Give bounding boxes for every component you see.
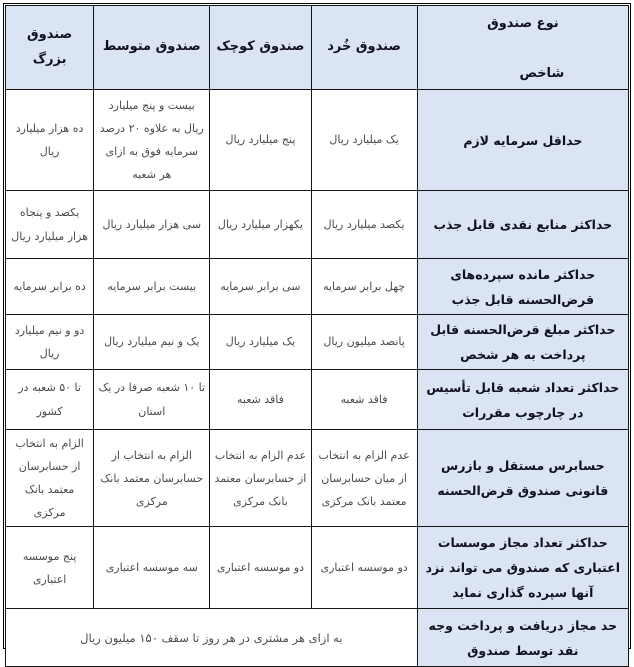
table-row bbox=[6, 259, 629, 315]
row-header-max-branches: حداکثر تعداد شعبه قابل تأسیس در چارچوب مقررات bbox=[417, 370, 628, 430]
funds-comparison-table-frame bbox=[3, 3, 631, 658]
column-header-small-fund: صندوق کوچک bbox=[210, 6, 311, 90]
table-cell: پنج میلیارد ریال bbox=[210, 90, 311, 191]
table-cell: سی برابر سرمایه bbox=[210, 259, 311, 315]
corner-header-content bbox=[422, 8, 624, 87]
table-cell: ده هزار میلیارد ریال bbox=[6, 90, 94, 191]
table-cell: دو موسسه اعتباری bbox=[210, 527, 311, 609]
table-cell: تا ۱۰ شعبه صرفا در یک استان bbox=[94, 370, 210, 430]
row-header-independent-auditor: حسابرس مستقل و بازرس قانونی صندوق قرض‌الحسنه bbox=[417, 430, 628, 527]
table-cell: سه موسسه اعتباری bbox=[94, 527, 210, 609]
corner-header-cell bbox=[417, 6, 628, 90]
table-row bbox=[6, 90, 629, 191]
table-cell: پانصد میلیون ریال bbox=[311, 315, 417, 370]
table-row bbox=[6, 430, 629, 527]
row-header-minimum-capital: حداقل سرمایه لازم bbox=[417, 90, 628, 191]
column-header-micro-fund: صندوق خُرد bbox=[311, 6, 417, 90]
table-row bbox=[6, 527, 629, 609]
table-cell: عدم الزام به انتخاب از میان حسابرسان معتمد بانک مرکزی bbox=[311, 430, 417, 527]
table-cell: الزام به انتخاب از حسابرسان معتمد بانک مرکزی bbox=[6, 430, 94, 527]
table-cell-merged-cash-limit: به ازای هر مشتری در هر روز تا سقف ۱۵۰ میلیون ریال bbox=[6, 609, 418, 667]
table-cell: یکصد میلیارد ریال bbox=[311, 191, 417, 259]
table-row bbox=[6, 191, 629, 259]
table-row bbox=[6, 609, 629, 667]
corner-label-index: شاخص bbox=[519, 66, 565, 81]
column-header-medium-fund: صندوق متوسط bbox=[94, 6, 210, 90]
table-cell: یک میلیارد ریال bbox=[210, 315, 311, 370]
row-header-max-cash-resources: حداکثر منابع نقدی قابل جذب bbox=[417, 191, 628, 259]
row-header-cash-limit: حد مجاز دریافت و پرداخت وجه نقد توسط صندوق bbox=[417, 609, 628, 667]
table-cell: سی هزار میلیارد ریال bbox=[94, 191, 210, 259]
corner-label-fund-type: نوع صندوق bbox=[487, 16, 559, 31]
table-cell: یک و نیم میلیارد ریال bbox=[94, 315, 210, 370]
table-cell: دو و نیم میلیارد ریال bbox=[6, 315, 94, 370]
funds-comparison-table bbox=[5, 5, 629, 667]
table-cell: بیست برابر سرمایه bbox=[94, 259, 210, 315]
table-cell: ده برابر سرمایه bbox=[6, 259, 94, 315]
table-cell: الزام به انتخاب از حسابرسان معتمد بانک مرکزی bbox=[94, 430, 210, 527]
row-header-max-deposit-balance: حداکثر مانده سپرده‌های قرض‌الحسنه قابل جذب bbox=[417, 259, 628, 315]
table-header-row bbox=[6, 6, 629, 90]
table-cell: فاقد شعبه bbox=[210, 370, 311, 430]
table-cell: فاقد شعبه bbox=[311, 370, 417, 430]
table-cell: عدم الزام به انتخاب از حسابرسان معتمد بانک مرکزی bbox=[210, 430, 311, 527]
table-row bbox=[6, 315, 629, 370]
table-cell: چهل برابر سرمایه bbox=[311, 259, 417, 315]
table-cell: یک میلیارد ریال bbox=[311, 90, 417, 191]
table-cell: بیست و پنج میلیارد ریال به علاوه ۲۰ درصد سرمایه فوق به ازای هر شعبه bbox=[94, 90, 210, 191]
row-header-max-credit-institutions: حداکثر تعداد مجاز موسسات اعتباری که صندوق می تواند نزد آنها سپرده گذاری نماید bbox=[417, 527, 628, 609]
column-header-large-fund: صندوق بزرگ bbox=[6, 6, 94, 90]
table-cell: پنج موسسه اعتباری bbox=[6, 527, 94, 609]
table-cell: دو موسسه اعتباری bbox=[311, 527, 417, 609]
table-cell: یکهزار میلیارد ریال bbox=[210, 191, 311, 259]
table-cell: یکصد و پنجاه هزار میلیارد ریال bbox=[6, 191, 94, 259]
table-row bbox=[6, 370, 629, 430]
row-header-max-loan-per-person: حداکثر مبلغ قرض‌الحسنه قابل پرداخت به هر شخص bbox=[417, 315, 628, 370]
table-cell: تا ۵۰ شعبه در کشور bbox=[6, 370, 94, 430]
